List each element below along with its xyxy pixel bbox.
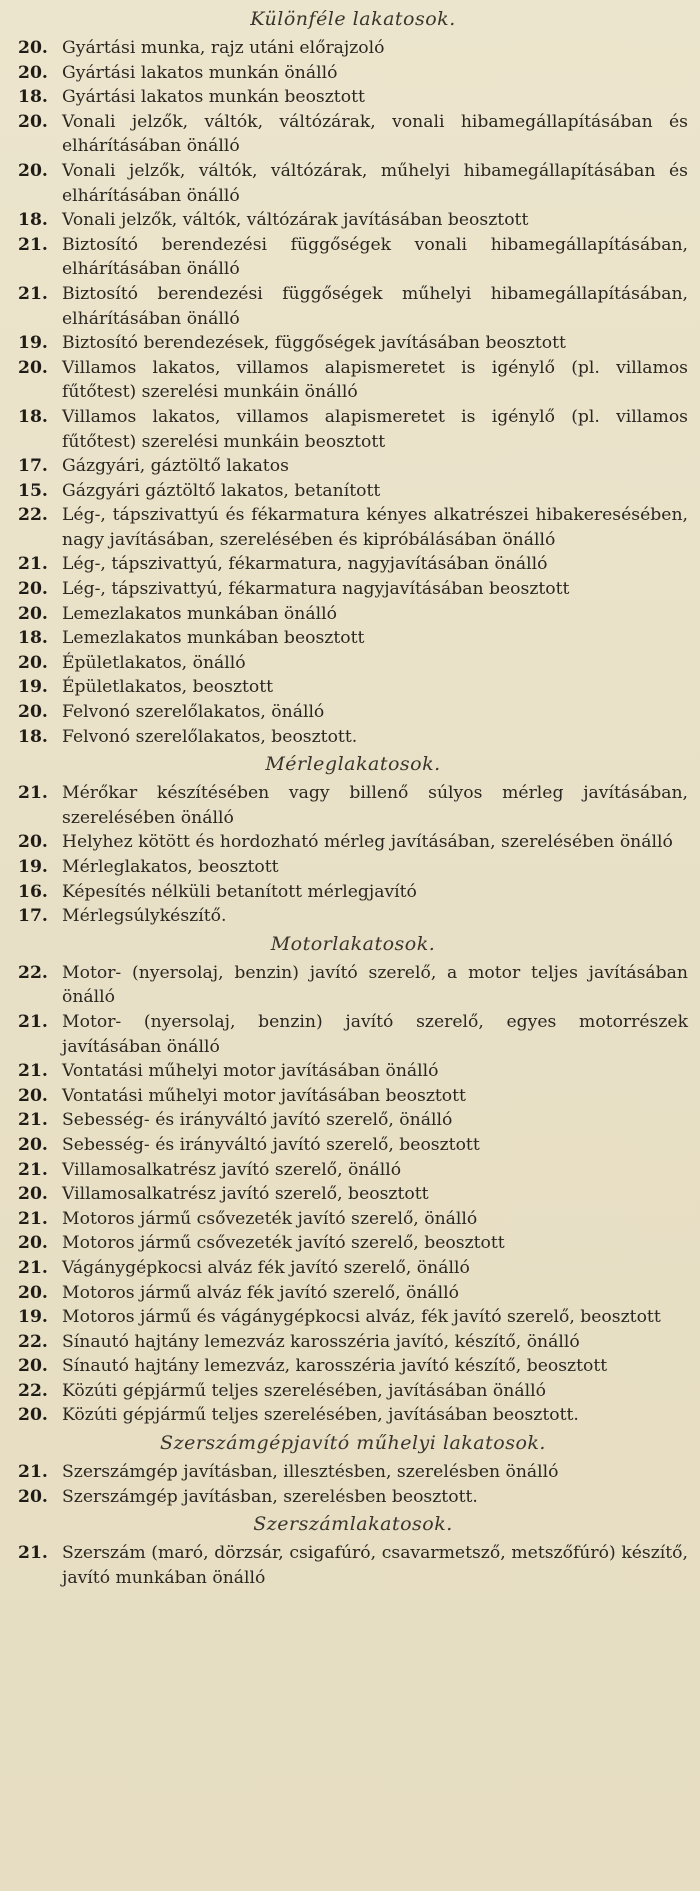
job-description: Szerszámgép javításban, szerelésben beosztott. xyxy=(62,1486,478,1507)
job-description: Gázgyári gáztöltő lakatos, betanított xyxy=(62,480,381,501)
job-description: Sínautó hajtány lemezváz, karosszéria javító készítő, beosztott xyxy=(62,1356,608,1377)
list-item xyxy=(18,855,688,880)
list-item xyxy=(18,1182,688,1207)
job-description: Sebesség- és irányváltó javító szerelő, önálló xyxy=(62,1110,453,1131)
job-description: Biztosító berendezési függőségek műhelyi hibamegállapításában, elhárításában önálló xyxy=(62,283,688,329)
job-description: Mérlegsúlykészítő. xyxy=(62,906,227,927)
wage-number: 15. xyxy=(18,480,48,501)
section-title: Motorlakatosok. xyxy=(270,932,436,955)
job-description: Lég-, tápszivattyú, fékarmatura, nagyjavításában önálló xyxy=(62,554,548,575)
job-description: Gyártási lakatos munkán önálló xyxy=(62,62,338,83)
list-item xyxy=(18,1379,688,1404)
list-item xyxy=(18,503,688,552)
wage-number: 18. xyxy=(18,726,48,747)
entry-list xyxy=(18,1541,688,1590)
list-item xyxy=(18,1084,688,1109)
wage-number: 20. xyxy=(18,652,48,673)
wage-number: 20. xyxy=(18,111,48,132)
wage-number: 21. xyxy=(18,1462,48,1483)
list-item xyxy=(18,577,688,602)
job-description: Motor- (nyersolaj, benzin) javító szerelő, a motor teljes javításában önálló xyxy=(62,962,688,1008)
wage-number: 20. xyxy=(18,160,48,181)
wage-number: 20. xyxy=(18,702,48,723)
wage-number: 21. xyxy=(18,783,48,804)
job-description: Gyártási munka, rajz utáni előrajzoló xyxy=(62,38,385,58)
wage-number: 20. xyxy=(18,1282,48,1303)
wage-number: 16. xyxy=(18,881,48,902)
wage-number: 21. xyxy=(18,1061,48,1082)
list-item xyxy=(18,830,688,855)
list-item xyxy=(18,405,688,454)
wage-number: 20. xyxy=(18,603,48,624)
list-item xyxy=(18,356,688,405)
section-title: Különféle lakatosok. xyxy=(250,8,456,30)
list-item xyxy=(18,626,688,651)
job-description: Gyártási lakatos munkán beosztott xyxy=(62,87,365,108)
list-item xyxy=(18,331,688,356)
entry-list xyxy=(18,781,688,929)
job-description: Sebesség- és irányváltó javító szerelő, beosztott xyxy=(62,1134,480,1155)
job-description: Biztosító berendezések, függőségek javításában beosztott xyxy=(62,333,566,354)
wage-number: 20. xyxy=(18,38,48,58)
job-description: Vontatási műhelyi motor javításában beosztott xyxy=(62,1085,466,1106)
wage-number: 20. xyxy=(18,1486,48,1507)
list-item xyxy=(18,61,688,86)
job-description: Motoros jármű csővezeték javító szerelő, beosztott xyxy=(62,1233,505,1254)
wage-number: 18. xyxy=(18,406,48,427)
job-description: Gázgyári, gáztöltő lakatos xyxy=(62,456,289,477)
job-description: Villamos lakatos, villamos alapismeretet is igénylő (pl. villamos fűtőtest) szerelési munkáin önálló xyxy=(62,357,688,403)
entry-list xyxy=(18,1460,688,1509)
job-description: Lemezlakatos munkában önálló xyxy=(62,603,337,624)
job-description: Mérleglakatos, beosztott xyxy=(62,857,279,877)
list-item xyxy=(18,85,688,110)
list-item xyxy=(18,1305,688,1330)
section-title: Szerszámlakatosok. xyxy=(253,1513,453,1536)
job-description: Szerszám (maró, dörzsár, csigafúró, csavarmetsző, metszőfúró) készítő, javító munkában önálló xyxy=(62,1543,688,1588)
wage-number: 21. xyxy=(18,283,48,304)
list-item xyxy=(18,1108,688,1133)
wage-number: 20. xyxy=(18,1405,48,1426)
wage-number: 17. xyxy=(18,456,48,477)
list-item xyxy=(18,1256,688,1281)
wage-number: 21. xyxy=(18,554,48,575)
list-item xyxy=(18,602,688,627)
wage-number: 19. xyxy=(18,333,48,354)
list-item xyxy=(18,1485,688,1510)
job-description: Vontatási műhelyi motor javításában önálló xyxy=(62,1061,439,1082)
list-item xyxy=(18,1281,688,1306)
list-item xyxy=(18,1354,688,1379)
job-description: Épületlakatos, önálló xyxy=(62,652,246,673)
job-description: Felvonó szerelőlakatos, önálló xyxy=(62,702,325,723)
job-description: Mérőkar készítésében vagy billenő súlyos mérleg javításában, szerelésében önálló xyxy=(62,783,688,828)
job-description: Motor- (nyersolaj, benzin) javító szerelő, egyes motorrészek javításában önálló xyxy=(62,1011,688,1057)
wage-number: 21. xyxy=(18,1011,48,1032)
list-item xyxy=(18,1541,688,1590)
wage-number: 19. xyxy=(18,677,48,698)
list-item xyxy=(18,479,688,504)
list-item xyxy=(18,1207,688,1232)
job-description: Motoros jármű csővezeték javító szerelő, önálló xyxy=(62,1208,478,1229)
job-description: Villamosalkatrész javító szerelő, önálló xyxy=(62,1159,402,1180)
list-item xyxy=(18,1460,688,1485)
job-description: Villamosalkatrész javító szerelő, beosztott xyxy=(62,1184,429,1205)
section-title: Szerszámgépjavító műhelyi lakatosok. xyxy=(160,1432,546,1455)
wage-number: 22. xyxy=(18,1331,48,1352)
list-item xyxy=(18,904,688,929)
list-item xyxy=(18,36,688,61)
wage-number: 20. xyxy=(18,579,48,600)
job-description: Motoros jármű alváz fék javító szerelő, önálló xyxy=(62,1282,460,1303)
list-item xyxy=(18,110,688,159)
wage-number: 22. xyxy=(18,505,48,526)
list-item xyxy=(18,233,688,282)
wage-number: 21. xyxy=(18,1257,48,1278)
job-description: Épületlakatos, beosztott xyxy=(62,677,274,698)
list-item xyxy=(18,1403,688,1428)
list-item xyxy=(18,880,688,905)
wage-number: 20. xyxy=(18,1356,48,1377)
job-description: Közúti gépjármű teljes szerelésében, javításában beosztott. xyxy=(62,1405,579,1426)
list-item xyxy=(18,1133,688,1158)
wage-number: 20. xyxy=(18,1085,48,1106)
list-item xyxy=(18,725,688,750)
list-item xyxy=(18,208,688,233)
list-item xyxy=(18,159,688,208)
list-item xyxy=(18,282,688,331)
job-description: Helyhez kötött és hordozható mérleg javításában, szerelésében önálló xyxy=(62,832,673,853)
list-item xyxy=(18,1158,688,1183)
job-description: Képesítés nélküli betanított mérlegjavító xyxy=(62,881,417,902)
job-description: Lég-, tápszivattyú és fékarmatura kényes alkatrészei hibakeresésében, nagy javításában, szerelésében és kipróbálásában önálló xyxy=(62,505,688,550)
entry-list xyxy=(18,36,688,749)
wage-number: 22. xyxy=(18,1380,48,1401)
entry-list xyxy=(18,961,688,1428)
job-description: Vonali jelzők, váltók, váltózárak javításában beosztott xyxy=(62,210,529,231)
job-description: Sínautó hajtány lemezváz karosszéria javító, készítő, önálló xyxy=(62,1331,580,1352)
job-description: Lemezlakatos munkában beosztott xyxy=(62,628,365,649)
job-description: Villamos lakatos, villamos alapismeretet is igénylő (pl. villamos fűtőtest) szerelési munkáin beosztott xyxy=(62,406,688,452)
wage-number: 21. xyxy=(18,1208,48,1229)
wage-number: 20. xyxy=(18,357,48,378)
wage-number: 19. xyxy=(18,857,48,877)
list-item xyxy=(18,651,688,676)
list-item xyxy=(18,454,688,479)
wage-number: 19. xyxy=(18,1307,48,1328)
wage-number: 21. xyxy=(18,1110,48,1131)
wage-number: 20. xyxy=(18,832,48,853)
list-item xyxy=(18,1330,688,1355)
wage-number: 18. xyxy=(18,210,48,231)
job-description: Közúti gépjármű teljes szerelésében, javításában önálló xyxy=(62,1380,546,1401)
list-item xyxy=(18,675,688,700)
job-description: Szerszámgép javításban, illesztésben, szerelésben önálló xyxy=(62,1462,559,1483)
wage-number: 21. xyxy=(18,234,48,255)
list-item xyxy=(18,1231,688,1256)
job-description: Motoros jármű és vágánygépkocsi alváz, fék javító szerelő, beosztott xyxy=(62,1307,661,1328)
list-item xyxy=(18,700,688,725)
wage-number: 21. xyxy=(18,1543,48,1564)
job-description: Biztosító berendezési függőségek vonali hibamegállapításában, elhárításában önálló xyxy=(62,234,688,280)
job-description: Vonali jelzők, váltók, váltózárak, vonali hibamegállapításában és elhárításában önálló xyxy=(62,111,688,157)
wage-number: 17. xyxy=(18,906,48,927)
job-description: Felvonó szerelőlakatos, beosztott. xyxy=(62,726,358,747)
list-item xyxy=(18,1010,688,1059)
section-title: Mérleglakatosok. xyxy=(265,753,441,776)
list-item xyxy=(18,1059,688,1084)
wage-number: 18. xyxy=(18,628,48,649)
wage-number: 20. xyxy=(18,1184,48,1205)
wage-number: 18. xyxy=(18,87,48,108)
list-item xyxy=(18,961,688,1010)
wage-number: 21. xyxy=(18,1159,48,1180)
list-item xyxy=(18,552,688,577)
wage-number: 20. xyxy=(18,1233,48,1254)
wage-number: 20. xyxy=(18,62,48,83)
wage-number: 20. xyxy=(18,1134,48,1155)
list-item xyxy=(18,781,688,830)
wage-number: 22. xyxy=(18,962,48,983)
job-description: Vágánygépkocsi alváz fék javító szerelő, önálló xyxy=(62,1257,470,1278)
job-description: Vonali jelzők, váltók, váltózárak, műhelyi hibamegállapításában és elhárításában önálló xyxy=(62,160,688,206)
job-description: Lég-, tápszivattyú, fékarmatura nagyjavításában beosztott xyxy=(62,579,570,600)
